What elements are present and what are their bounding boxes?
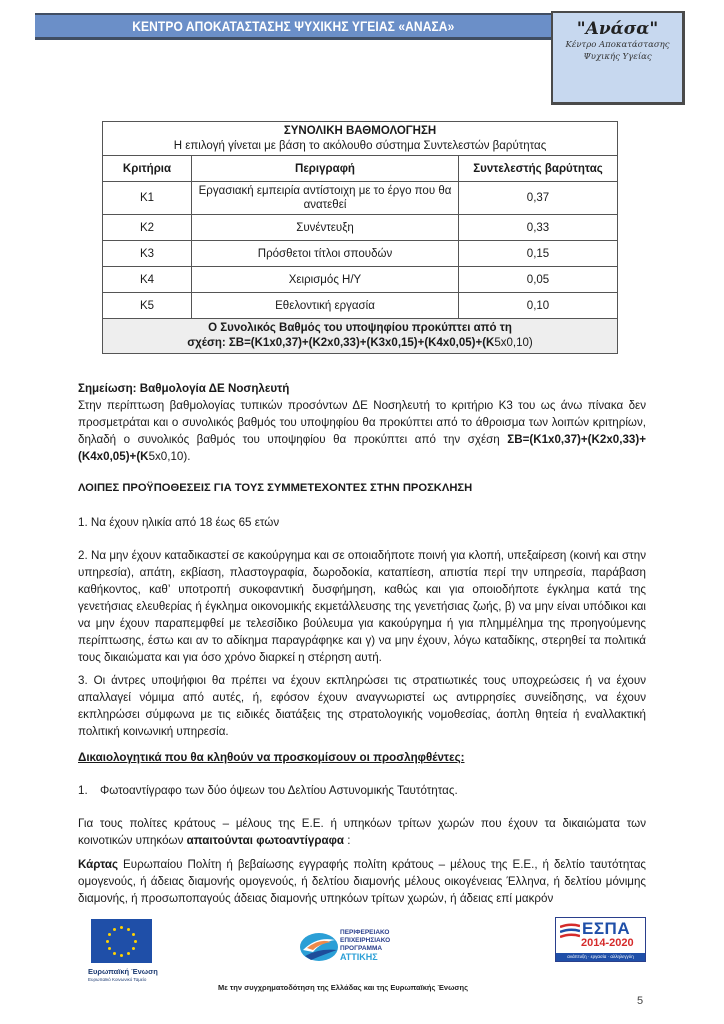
page-number: 5 xyxy=(637,995,644,1007)
formula-line-2 xyxy=(107,336,613,351)
item-text: Οι άντρες υποψήφιοι θα πρέπει να έχουν εκπληρώσει τις στρατιωτικές τους υποχρεώσεις ή να έχουν απαλλαγεί νόμιμα από αυτές, ή, εφόσον έχουν αναγνωριστεί ως αντιρρησίες συνείδησης, να έχουν εκπληρώσει σύμφωνα με τις ειδικές διατάξεις της στρατολογικής νομοθεσίας, άοπλη θητεία ή εναλλακτική πολιτική κοινωνική υπηρεσία. xyxy=(78,674,646,738)
documents-heading: Δικαιολογητικά που θα κληθούν να προσκομίσουν οι προσληφθέντες: xyxy=(78,751,465,764)
item-text: Φωτοαντίγραφο των δύο όψεων του Δελτίου Αστυνομικής Ταυτότητας. xyxy=(100,784,458,797)
weight-cell: 0,10 xyxy=(459,293,618,319)
note-text: Στην περίπτωση βαθμολογίας τυπικών προσόντων ΔΕ Νοσηλευτή το κριτήριο Κ3 του ως άνω πίνακα δεν προσμετράται και ο συνολικός βαθμός του υποψηφίου θα προκύπτει από το άθροισμα των λοιπών κριτηρίων, δηλαδή ο συνολικός βαθμός του υποψηφίου θα προκύπτει από την σχέση xyxy=(78,399,646,446)
description-cell: Χειρισμός Η/Υ xyxy=(192,267,459,293)
description-cell: Συνέντευξη xyxy=(192,215,459,241)
paragraph-text: Για τους πολίτες κράτους – μέλους της Ε.Ε. ή υπηκόων τρίτων χωρών που έχουν τα δικαιώματα των κοινοτικών υπηκόων xyxy=(78,817,646,847)
note-formula: ΣΒ=(Κ1x0,37)+(Κ2x0,33)+(Κ4x0,05)+(Κ xyxy=(78,433,646,463)
column-header-weight: Συντελεστής βαρύτητας xyxy=(459,156,618,182)
table-row xyxy=(103,215,618,241)
paragraph-text: Ευρωπαίου Πολίτη ή βεβαίωσης εγγραφής πολίτη κράτους – μέλους της Ε.Ε., ή δελτίο ταυτότητας ομογενούς, ή άδειας διαμονής ομογενούς, ή δελτίου διαμονής μέλους οικογένειας Έλληνα, ή δελτίου μόνιμης διαμονής, ή προσωποπαγούς άδειας διαμονής υπηκόων τρίτων χωρών, ή άδειας επί μακρόν xyxy=(78,858,646,905)
item-number: 2. xyxy=(78,549,88,562)
weight-cell: 0,33 xyxy=(459,215,618,241)
weight-cell: 0,15 xyxy=(459,241,618,267)
criterion-cell: Κ2 xyxy=(103,215,192,241)
item-number: 3. xyxy=(78,674,88,687)
formula-line-1: Ο Συνολικός Βαθμός του υποψηφίου προκύπτει από τη xyxy=(208,322,512,334)
table-row xyxy=(103,293,618,319)
formula-bold: σχέση: ΣΒ=(Κ1x0,37)+(Κ2x0,33)+(Κ3x0,15)+(Κ4x0,05)+(Κ xyxy=(187,337,495,349)
weight-cell: 0,05 xyxy=(459,267,618,293)
logo-title: "Ανάσα" xyxy=(576,19,659,39)
attica-line: ΠΡΟΓΡΑΜΜΑ xyxy=(340,945,383,952)
description-cell: Πρόσθετοι τίτλοι σπουδών xyxy=(192,241,459,267)
eu-flag-logo xyxy=(91,919,152,963)
table-row xyxy=(103,241,618,267)
document-item-1 xyxy=(78,782,646,799)
attica-line: ΕΠΙΧΕΙΡΗΣΙΑΚΟ xyxy=(340,937,391,944)
column-header-criteria: Κριτήρια xyxy=(103,156,192,182)
eu-logo-caption: Ευρωπαϊκή Ένωση xyxy=(88,967,158,976)
espa-word: ΕΣΠΑ xyxy=(582,919,631,938)
anasa-logo xyxy=(551,11,685,105)
formula-cell xyxy=(103,319,618,354)
espa-tagline: ανάπτυξη · εργασία · αλληλεγγύη xyxy=(556,953,645,961)
requirement-item-2 xyxy=(78,547,646,666)
logo-line-2: Ψυχικής Υγείας xyxy=(583,52,652,62)
attica-program-text xyxy=(340,929,390,961)
requirement-item-1 xyxy=(78,514,646,531)
table-row xyxy=(103,267,618,293)
item-text: Να έχουν ηλικία από 18 έως 65 ετών xyxy=(90,516,280,529)
header-banner xyxy=(35,13,552,40)
attica-program-logo-icon xyxy=(297,930,341,962)
eu-citizens-paragraph xyxy=(78,815,646,849)
table-row xyxy=(103,182,618,215)
paragraph-bold: Κάρτας xyxy=(78,858,119,871)
item-number: 1. xyxy=(78,784,88,797)
criterion-cell: Κ1 xyxy=(103,182,192,215)
requirements-heading: ΛΟΙΠΕΣ ΠΡΟΫΠΟΘΕΣΕΙΣ ΓΙΑ ΤΟΥΣ ΣΥΜΜΕΤΕΧΟΝΤΕΣ ΣΤΗΝ ΠΡΟΣΚΛΗΣΗ xyxy=(78,482,473,494)
eu-logo-subcaption: Ευρωπαϊκό Κοινωνικό Ταμείο xyxy=(88,977,147,982)
note-section xyxy=(78,380,646,465)
note-heading: Σημείωση: Βαθμολογία ΔΕ Νοσηλευτή xyxy=(78,382,290,395)
espa-years: 2014-2020 xyxy=(581,937,634,949)
criterion-cell: Κ4 xyxy=(103,267,192,293)
paragraph-tail: : xyxy=(344,834,351,847)
requirement-item-3 xyxy=(78,672,646,740)
cofinancing-caption: Με την συγχρηματοδότηση της Ελλάδας και της Ευρωπαϊκής Ένωσης xyxy=(218,983,469,992)
description-cell: Εργασιακή εμπειρία αντίστοιχη με το έργο που θα ανατεθεί xyxy=(192,182,459,215)
description-cell: Εθελοντική εργασία xyxy=(192,293,459,319)
table-subtitle: Η επιλογή γίνεται με βάση το ακόλουθο σύστημα Συντελεστών βαρύτητας xyxy=(173,140,547,152)
espa-logo xyxy=(555,917,646,962)
logo-line-1: Κέντρο Αποκατάστασης xyxy=(565,40,670,50)
weight-cell: 0,37 xyxy=(459,182,618,215)
formula-tail: 5x0,10) xyxy=(494,337,533,349)
criterion-cell: Κ3 xyxy=(103,241,192,267)
paragraph-bold: απαιτούνται φωτοαντίγραφα xyxy=(186,834,345,847)
espa-stripes-icon xyxy=(560,923,580,941)
note-body xyxy=(78,397,646,465)
criterion-cell: Κ5 xyxy=(103,293,192,319)
table-title-cell xyxy=(103,122,618,156)
cards-paragraph xyxy=(78,856,646,907)
banner-title: ΚΕΝΤΡΟ ΑΠΟΚΑΤΑΣΤΑΣΗΣ ΨΥΧΙΚΗΣ ΥΓΕΙΑΣ «ΑΝΑΣΑ» xyxy=(132,18,455,34)
table-title: ΣΥΝΟΛΙΚΗ ΒΑΘΜΟΛΟΓΗΣΗ xyxy=(283,125,437,137)
item-number: 1. xyxy=(78,516,88,529)
item-text: Να μην έχουν καταδικαστεί σε κακούργημα και σε οποιαδήποτε ποινή για κλοπή, υπεξαίρεση (κοινή και στην υπηρεσία), απάτη, εκβίαση, πλαστογραφία, δωροδοκία, καταπίεση, απιστία περί την υπηρεσία, παράβαση καθήκοντος, καθ’ υποτροπή συκοφαντική δυσφήμηση, καθώς και για οποιοδήποτε έγκλημα κατά της γενετήσιας ελευθερίας ή έγκλημα οικονομικής εκμετάλλευσης της γενετήσιας ζωής, β) να μην είναι υπόδικοι και να μην έχουν παραπεμφθεί με τελεσίδικο βούλευμα για κακούργημα ή για πλημμέλημα της προηγούμενης περίπτωσης, έστω και αν το αδίκημα παραγράφηκε και γ) να μην έχουν, λόγω καταδίκης, στερηθεί τα πολιτικά τους δικαιώματα και για όσο χρόνο διαρκεί η στέρηση αυτή. xyxy=(78,549,646,664)
attica-line: ΑΤΤΙΚΗΣ xyxy=(340,952,378,962)
note-formula-tail: 5x0,10). xyxy=(148,450,191,463)
attica-line: ΠΕΡΙΦΕΡΕΙΑΚΟ xyxy=(340,929,390,936)
column-header-description: Περιγραφή xyxy=(192,156,459,182)
score-table xyxy=(102,121,618,354)
